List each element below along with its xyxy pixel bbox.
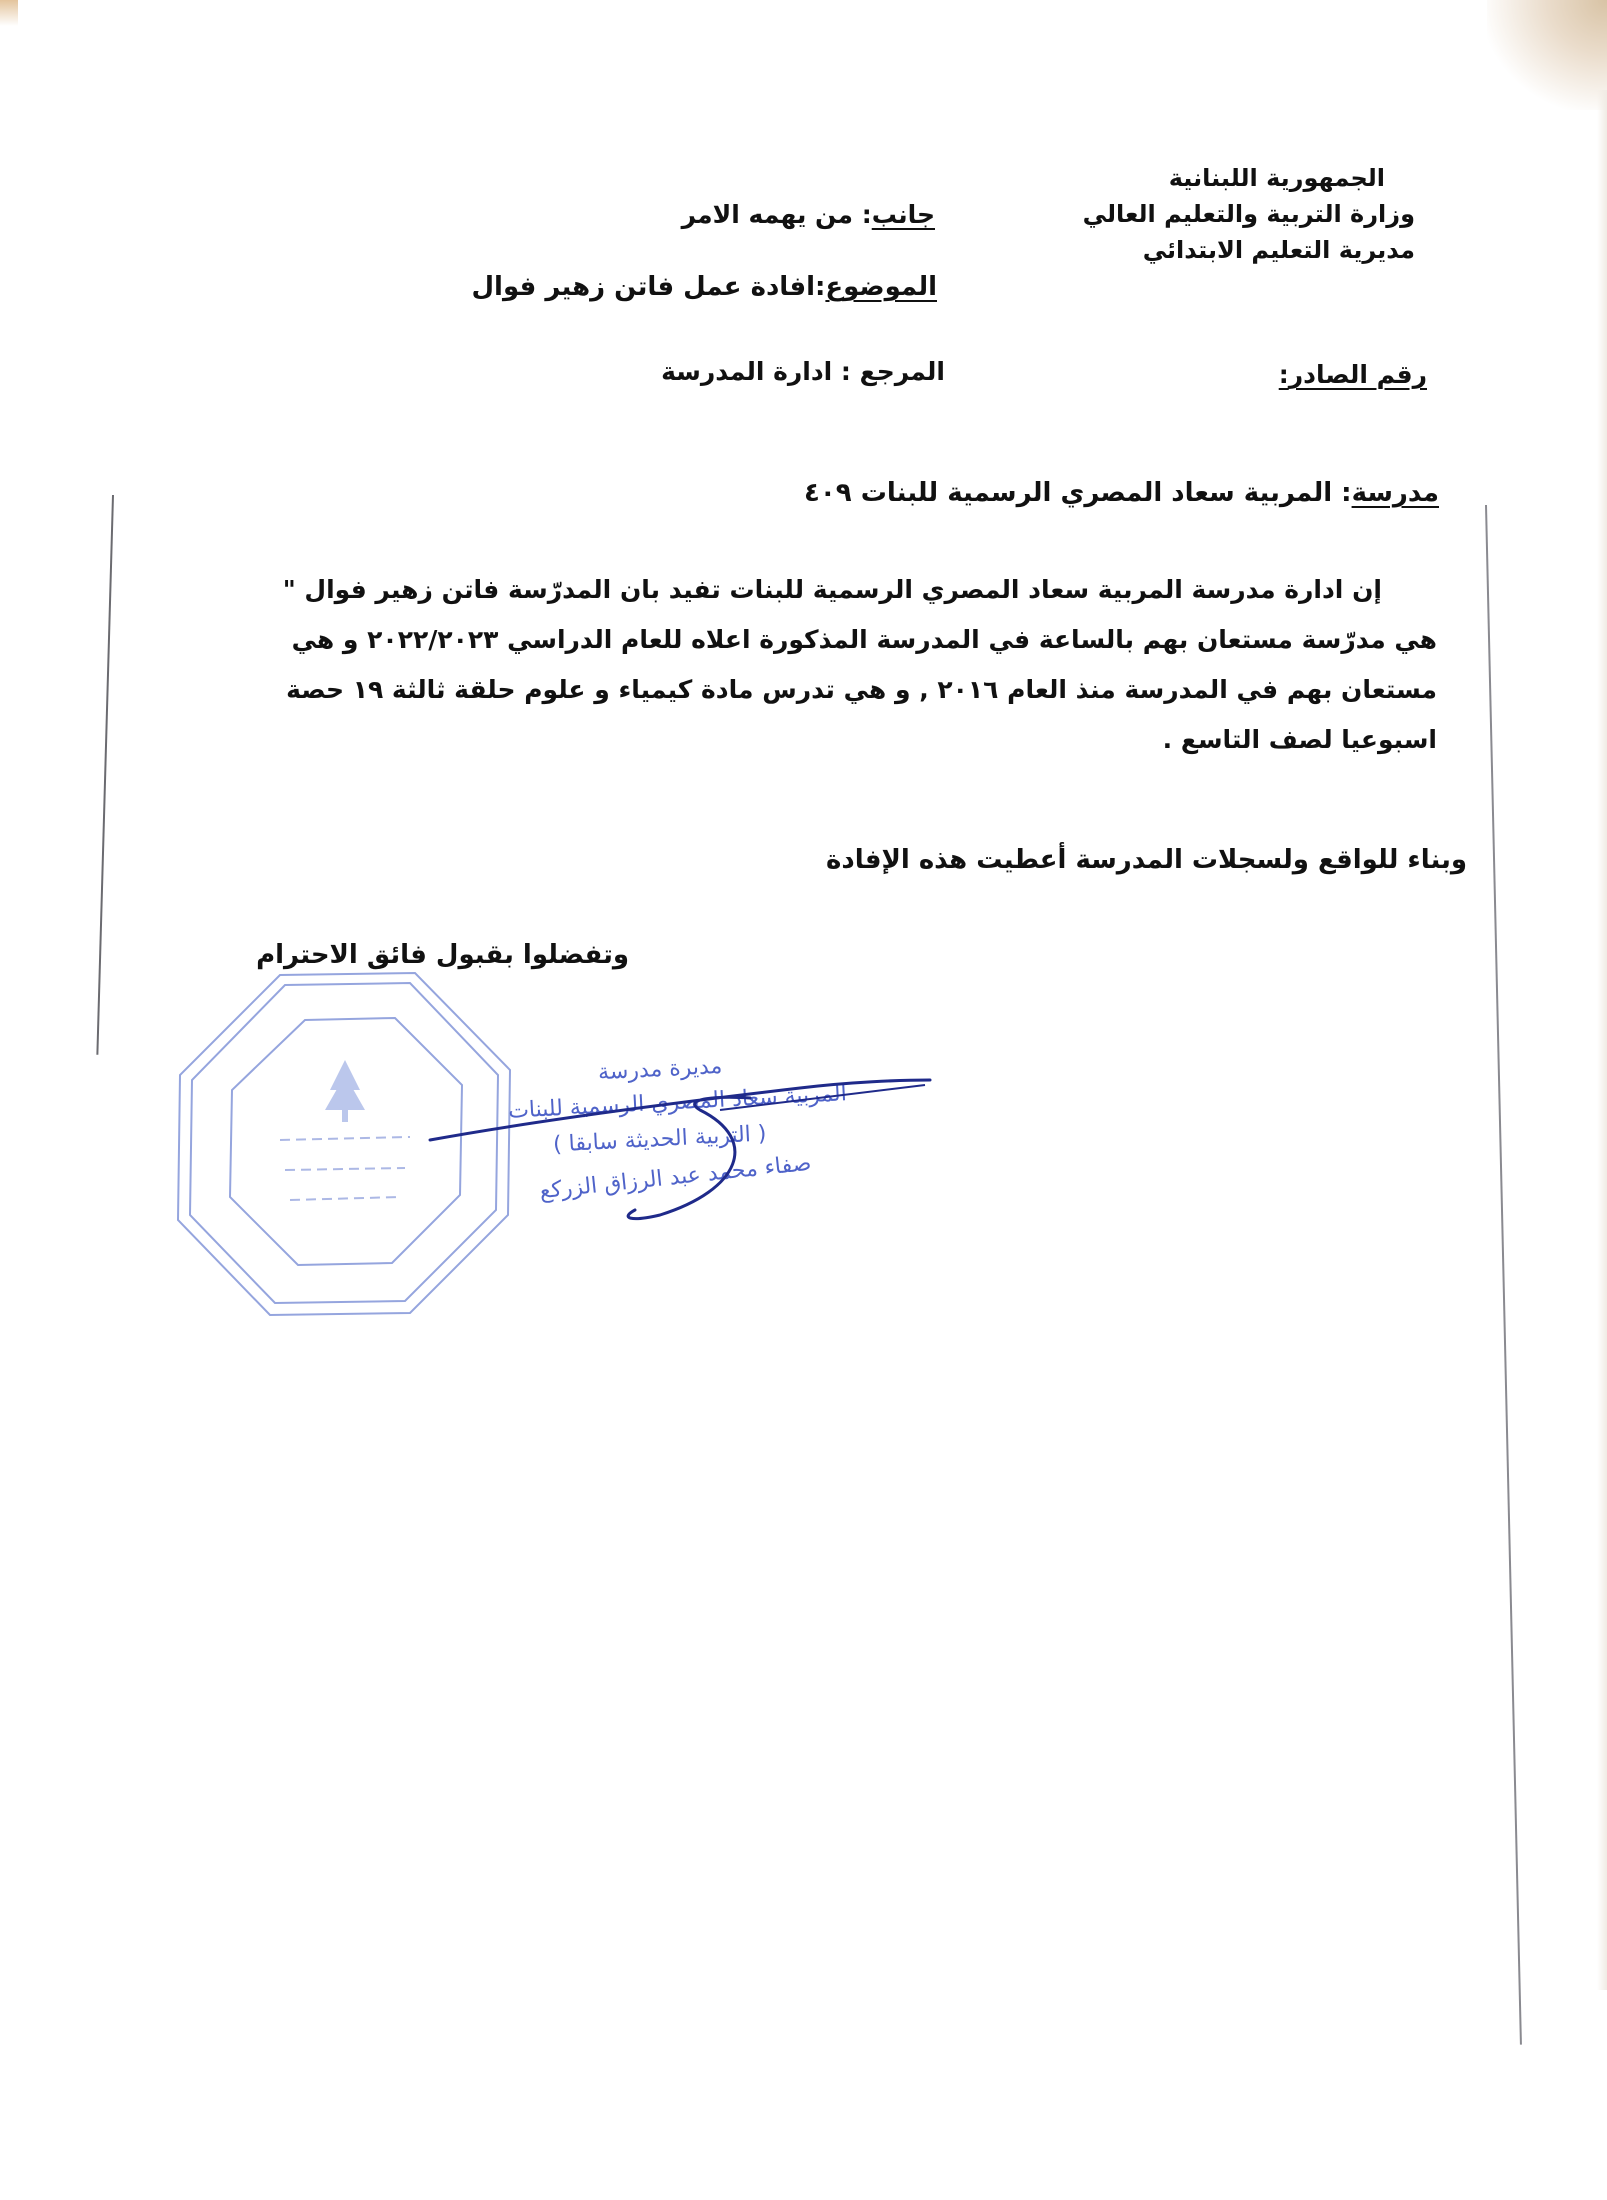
- letterhead: [1083, 160, 1415, 268]
- addressee-line: [682, 200, 935, 230]
- closing-regards: وتفضلوا بقبول فائق الاحترام: [256, 940, 629, 970]
- addressee-value: : من يهمه الامر: [681, 200, 872, 229]
- paper-shadow: [1597, 90, 1607, 1990]
- reference-line: المرجع : ادارة المدرسة: [661, 357, 945, 386]
- republic-name: الجمهورية اللبنانية: [1168, 164, 1385, 192]
- issue-number-line: [1279, 360, 1427, 390]
- school-line: [804, 478, 1439, 509]
- body-line: هي مدرّسة مستعان بهم بالساعة في المدرسة المذكورة اعلاه للعام الدراسي ٢٠٢٢/٢٠٢٣ و هي: [291, 625, 1437, 654]
- school-label: مدرسة: [1351, 478, 1439, 508]
- subject-value: :افادة عمل فاتن زهير فوال: [471, 272, 826, 302]
- body-line: اسبوعيا لصف التاسع .: [1162, 725, 1437, 754]
- body-line: مستعان بهم في المدرسة منذ العام ٢٠١٦ , و هي تدرس مادة كيمياء و علوم حلقة ثالثة ١٩ حصة: [286, 675, 1437, 704]
- body-paragraph: [283, 565, 1437, 765]
- paper-shadow: [1487, 0, 1607, 110]
- closing-statement: وبناء للواقع ولسجلات المدرسة أعطيت هذه الإفادة: [826, 845, 1467, 875]
- handwritten-signature: [420, 1050, 940, 1230]
- left-margin-line: [96, 495, 114, 1055]
- subject-line: [471, 272, 937, 303]
- issue-number-value: :: [1278, 360, 1289, 389]
- signatory-title: مديرة مدرسة: [597, 1053, 723, 1086]
- issue-number-label: رقم الصادر: [1288, 360, 1427, 389]
- signatory-school: المربية سعاد المصري الرسمية للبنات: [507, 1081, 848, 1124]
- subject-label: الموضوع: [825, 272, 937, 302]
- signatory-name: صفاء محمد عبد الرزاق الزركع: [538, 1150, 813, 1205]
- right-margin-line: [1485, 505, 1522, 2045]
- ministry-name: وزارة التربية والتعليم العالي: [1082, 200, 1415, 228]
- school-value: : المربية سعاد المصري الرسمية للبنات ٤٠٩: [804, 478, 1352, 508]
- paper-shadow: [0, 0, 18, 26]
- directorate-name: مديرية التعليم الابتدائي: [1142, 236, 1415, 264]
- cedar-icon: [325, 1060, 365, 1122]
- body-line: إن ادارة مدرسة المربية سعاد المصري الرسمية للبنات تفيد بان المدرّسة فاتن زهير فوال ": [282, 575, 1382, 604]
- signatory-school-former-name: ( التربية الحديثة سابقا ): [552, 1121, 768, 1158]
- addressee-label: جانب: [871, 200, 935, 229]
